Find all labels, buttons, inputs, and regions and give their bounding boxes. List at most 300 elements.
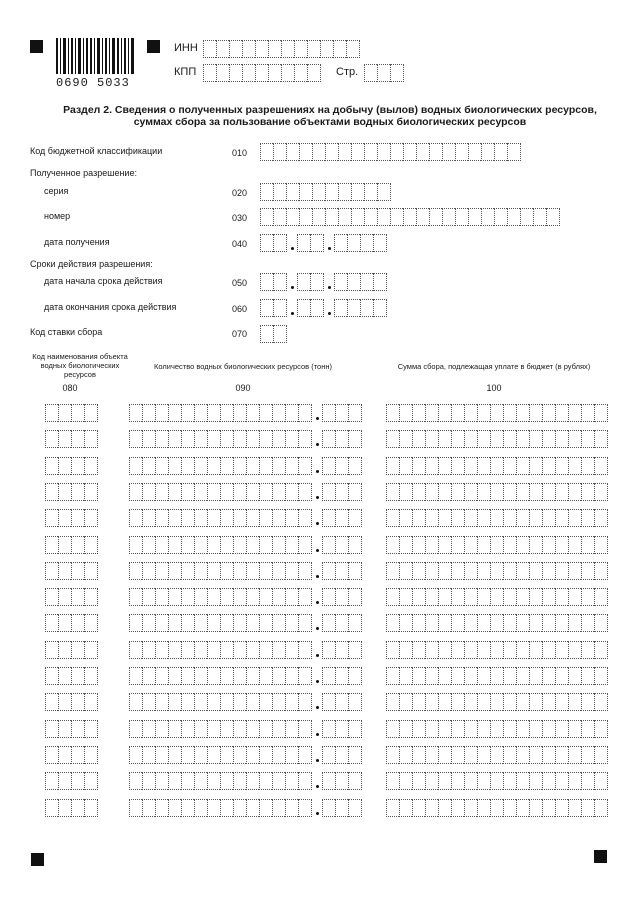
input-cell[interactable]: [272, 588, 285, 606]
input-cell[interactable]: [438, 483, 451, 501]
input-cell[interactable]: [438, 457, 451, 475]
input-cell[interactable]: [260, 299, 273, 317]
input-cell[interactable]: [348, 509, 362, 527]
input-cell[interactable]: [386, 614, 399, 632]
input-cell[interactable]: [555, 430, 568, 448]
input-cell[interactable]: [285, 720, 298, 738]
input-cell[interactable]: [399, 746, 412, 764]
object-code-field[interactable]: [45, 799, 98, 817]
input-cell[interactable]: [386, 430, 399, 448]
input-cell[interactable]: [581, 746, 594, 764]
input-cell[interactable]: [529, 799, 542, 817]
input-cell[interactable]: [416, 208, 429, 226]
input-cell[interactable]: [516, 509, 529, 527]
input-cell[interactable]: [542, 430, 555, 448]
input-cell[interactable]: [298, 746, 312, 764]
input-cell[interactable]: [335, 693, 348, 711]
input-cell[interactable]: [516, 641, 529, 659]
object-code-field[interactable]: [45, 509, 98, 527]
object-code-field[interactable]: [45, 483, 98, 501]
input-cell[interactable]: [555, 614, 568, 632]
input-cell[interactable]: [84, 614, 98, 632]
input-cell[interactable]: [464, 404, 477, 422]
input-cell[interactable]: [507, 208, 520, 226]
input-cell[interactable]: [322, 509, 335, 527]
input-cell[interactable]: [451, 746, 464, 764]
input-cell[interactable]: [129, 614, 142, 632]
input-cell[interactable]: [285, 799, 298, 817]
cell-group[interactable]: [334, 299, 387, 317]
input-cell[interactable]: [272, 457, 285, 475]
input-cell[interactable]: [347, 273, 360, 291]
input-cell[interactable]: [503, 404, 516, 422]
input-cell[interactable]: [45, 430, 58, 448]
input-cell[interactable]: [477, 562, 490, 580]
input-cell[interactable]: [129, 746, 142, 764]
amount-field[interactable]: [386, 799, 608, 817]
input-cell[interactable]: [516, 667, 529, 685]
input-cell[interactable]: [207, 588, 220, 606]
input-cell[interactable]: [386, 483, 399, 501]
input-cell[interactable]: [129, 509, 142, 527]
input-cell[interactable]: [425, 746, 438, 764]
input-cell[interactable]: [516, 404, 529, 422]
input-cell[interactable]: [490, 404, 503, 422]
input-cell[interactable]: [451, 720, 464, 738]
input-cell[interactable]: [348, 457, 362, 475]
input-cell[interactable]: [529, 746, 542, 764]
input-cell[interactable]: [312, 143, 325, 161]
input-cell[interactable]: [542, 614, 555, 632]
input-cell[interactable]: [181, 404, 194, 422]
input-cell[interactable]: [490, 746, 503, 764]
input-cell[interactable]: [325, 143, 338, 161]
object-code-field[interactable]: [45, 641, 98, 659]
input-cell[interactable]: [220, 457, 233, 475]
cell-group[interactable]: [129, 720, 312, 738]
input-cell[interactable]: [412, 588, 425, 606]
input-cell[interactable]: [58, 746, 71, 764]
input-cell[interactable]: [390, 64, 404, 82]
input-cell[interactable]: [529, 667, 542, 685]
quantity-field[interactable]: [129, 693, 362, 711]
input-cell[interactable]: [259, 614, 272, 632]
input-cell[interactable]: [399, 430, 412, 448]
input-cell[interactable]: [273, 183, 286, 201]
input-cell[interactable]: [581, 720, 594, 738]
input-cell[interactable]: [594, 799, 608, 817]
input-cell[interactable]: [322, 614, 335, 632]
input-cell[interactable]: [322, 641, 335, 659]
input-cell[interactable]: [220, 536, 233, 554]
input-cell[interactable]: [322, 746, 335, 764]
input-cell[interactable]: [246, 457, 259, 475]
input-cell[interactable]: [220, 799, 233, 817]
input-cell[interactable]: [529, 772, 542, 790]
input-cell[interactable]: [246, 667, 259, 685]
input-cell[interactable]: [503, 588, 516, 606]
object-code-field[interactable]: [45, 772, 98, 790]
input-cell[interactable]: [386, 667, 399, 685]
input-cell[interactable]: [286, 208, 299, 226]
input-cell[interactable]: [412, 693, 425, 711]
input-cell[interactable]: [348, 483, 362, 501]
input-cell[interactable]: [203, 40, 216, 58]
input-cell[interactable]: [259, 509, 272, 527]
input-cell[interactable]: [194, 588, 207, 606]
amount-field[interactable]: [386, 614, 608, 632]
input-cell[interactable]: [464, 720, 477, 738]
input-cell[interactable]: [298, 430, 312, 448]
input-cell[interactable]: [503, 641, 516, 659]
input-cell[interactable]: [542, 404, 555, 422]
input-cell[interactable]: [259, 641, 272, 659]
cell-group[interactable]: [322, 641, 362, 659]
input-cell[interactable]: [129, 799, 142, 817]
input-cell[interactable]: [285, 509, 298, 527]
input-cell[interactable]: [555, 667, 568, 685]
cell-group[interactable]: [334, 273, 387, 291]
input-cell[interactable]: [246, 614, 259, 632]
input-cell[interactable]: [71, 614, 84, 632]
input-cell[interactable]: [220, 641, 233, 659]
input-cell[interactable]: [259, 746, 272, 764]
input-cell[interactable]: [335, 720, 348, 738]
quantity-field[interactable]: [129, 536, 362, 554]
cell-group[interactable]: [129, 404, 312, 422]
input-cell[interactable]: [155, 536, 168, 554]
input-cell[interactable]: [399, 799, 412, 817]
input-cell[interactable]: [259, 404, 272, 422]
input-cell[interactable]: [481, 208, 494, 226]
cell-group[interactable]: [297, 234, 324, 252]
input-cell[interactable]: [142, 588, 155, 606]
input-cell[interactable]: [348, 799, 362, 817]
cell-group[interactable]: [129, 430, 312, 448]
input-cell[interactable]: [45, 641, 58, 659]
input-cell[interactable]: [207, 746, 220, 764]
input-cell[interactable]: [71, 562, 84, 580]
input-cell[interactable]: [373, 299, 387, 317]
input-cell[interactable]: [84, 799, 98, 817]
cell-group[interactable]: [260, 234, 287, 252]
input-cell[interactable]: [568, 720, 581, 738]
input-cell[interactable]: [168, 772, 181, 790]
input-cell[interactable]: [255, 64, 268, 82]
input-cell[interactable]: [298, 772, 312, 790]
input-cell[interactable]: [310, 299, 324, 317]
issue-date-field[interactable]: [260, 234, 387, 252]
input-cell[interactable]: [346, 40, 360, 58]
input-cell[interactable]: [438, 562, 451, 580]
input-cell[interactable]: [425, 404, 438, 422]
input-cell[interactable]: [399, 693, 412, 711]
input-cell[interactable]: [260, 183, 273, 201]
input-cell[interactable]: [594, 562, 608, 580]
input-cell[interactable]: [312, 183, 325, 201]
input-cell[interactable]: [429, 143, 442, 161]
input-cell[interactable]: [71, 772, 84, 790]
input-cell[interactable]: [386, 772, 399, 790]
input-cell[interactable]: [207, 483, 220, 501]
input-cell[interactable]: [207, 509, 220, 527]
input-cell[interactable]: [71, 720, 84, 738]
input-cell[interactable]: [233, 509, 246, 527]
cell-group[interactable]: [260, 273, 287, 291]
cell-group[interactable]: [297, 299, 324, 317]
input-cell[interactable]: [542, 536, 555, 554]
amount-field[interactable]: [386, 693, 608, 711]
input-cell[interactable]: [220, 509, 233, 527]
input-cell[interactable]: [335, 404, 348, 422]
input-cell[interactable]: [194, 746, 207, 764]
input-cell[interactable]: [129, 693, 142, 711]
cell-group[interactable]: [322, 746, 362, 764]
input-cell[interactable]: [233, 483, 246, 501]
input-cell[interactable]: [298, 536, 312, 554]
input-cell[interactable]: [399, 667, 412, 685]
input-cell[interactable]: [168, 404, 181, 422]
input-cell[interactable]: [45, 509, 58, 527]
input-cell[interactable]: [477, 746, 490, 764]
cell-group[interactable]: [129, 799, 312, 817]
input-cell[interactable]: [468, 208, 481, 226]
input-cell[interactable]: [84, 430, 98, 448]
input-cell[interactable]: [477, 457, 490, 475]
input-cell[interactable]: [298, 693, 312, 711]
input-cell[interactable]: [129, 720, 142, 738]
input-cell[interactable]: [490, 614, 503, 632]
input-cell[interactable]: [233, 430, 246, 448]
input-cell[interactable]: [168, 430, 181, 448]
quantity-field[interactable]: [129, 746, 362, 764]
input-cell[interactable]: [386, 588, 399, 606]
input-cell[interactable]: [246, 693, 259, 711]
input-cell[interactable]: [360, 234, 373, 252]
input-cell[interactable]: [490, 667, 503, 685]
input-cell[interactable]: [542, 457, 555, 475]
input-cell[interactable]: [581, 799, 594, 817]
input-cell[interactable]: [464, 588, 477, 606]
input-cell[interactable]: [529, 536, 542, 554]
input-cell[interactable]: [58, 562, 71, 580]
input-cell[interactable]: [334, 273, 347, 291]
input-cell[interactable]: [464, 746, 477, 764]
input-cell[interactable]: [594, 746, 608, 764]
input-cell[interactable]: [503, 614, 516, 632]
input-cell[interactable]: [438, 746, 451, 764]
input-cell[interactable]: [399, 457, 412, 475]
input-cell[interactable]: [142, 562, 155, 580]
cell-group[interactable]: [129, 667, 312, 685]
object-code-field[interactable]: [45, 457, 98, 475]
input-cell[interactable]: [568, 430, 581, 448]
input-cell[interactable]: [594, 614, 608, 632]
input-cell[interactable]: [142, 404, 155, 422]
input-cell[interactable]: [272, 614, 285, 632]
input-cell[interactable]: [533, 208, 546, 226]
input-cell[interactable]: [464, 536, 477, 554]
input-cell[interactable]: [568, 483, 581, 501]
page-number-field[interactable]: [364, 64, 404, 82]
cell-group[interactable]: [129, 509, 312, 527]
amount-field[interactable]: [386, 536, 608, 554]
input-cell[interactable]: [581, 509, 594, 527]
input-cell[interactable]: [403, 208, 416, 226]
input-cell[interactable]: [464, 693, 477, 711]
input-cell[interactable]: [297, 273, 310, 291]
input-cell[interactable]: [207, 720, 220, 738]
input-cell[interactable]: [568, 509, 581, 527]
input-cell[interactable]: [84, 746, 98, 764]
input-cell[interactable]: [155, 430, 168, 448]
input-cell[interactable]: [451, 536, 464, 554]
input-cell[interactable]: [181, 799, 194, 817]
amount-field[interactable]: [386, 457, 608, 475]
input-cell[interactable]: [503, 746, 516, 764]
input-cell[interactable]: [503, 693, 516, 711]
input-cell[interactable]: [71, 588, 84, 606]
input-cell[interactable]: [425, 562, 438, 580]
cell-group[interactable]: [322, 799, 362, 817]
input-cell[interactable]: [529, 483, 542, 501]
input-cell[interactable]: [155, 772, 168, 790]
input-cell[interactable]: [58, 720, 71, 738]
input-cell[interactable]: [84, 720, 98, 738]
input-cell[interactable]: [168, 536, 181, 554]
input-cell[interactable]: [246, 588, 259, 606]
input-cell[interactable]: [403, 143, 416, 161]
input-cell[interactable]: [129, 772, 142, 790]
input-cell[interactable]: [438, 799, 451, 817]
object-code-field[interactable]: [45, 667, 98, 685]
input-cell[interactable]: [273, 325, 287, 343]
input-cell[interactable]: [45, 614, 58, 632]
input-cell[interactable]: [168, 693, 181, 711]
input-cell[interactable]: [285, 641, 298, 659]
object-code-field[interactable]: [45, 720, 98, 738]
input-cell[interactable]: [594, 720, 608, 738]
input-cell[interactable]: [181, 614, 194, 632]
input-cell[interactable]: [490, 509, 503, 527]
input-cell[interactable]: [503, 509, 516, 527]
input-cell[interactable]: [399, 562, 412, 580]
input-cell[interactable]: [338, 183, 351, 201]
input-cell[interactable]: [168, 641, 181, 659]
input-cell[interactable]: [477, 430, 490, 448]
input-cell[interactable]: [335, 772, 348, 790]
input-cell[interactable]: [360, 273, 373, 291]
input-cell[interactable]: [529, 562, 542, 580]
input-cell[interactable]: [285, 457, 298, 475]
input-cell[interactable]: [412, 457, 425, 475]
input-cell[interactable]: [555, 799, 568, 817]
input-cell[interactable]: [377, 143, 390, 161]
input-cell[interactable]: [438, 536, 451, 554]
input-cell[interactable]: [516, 772, 529, 790]
input-cell[interactable]: [490, 720, 503, 738]
input-cell[interactable]: [246, 772, 259, 790]
cell-group[interactable]: [129, 457, 312, 475]
input-cell[interactable]: [335, 588, 348, 606]
input-cell[interactable]: [58, 509, 71, 527]
input-cell[interactable]: [142, 483, 155, 501]
input-cell[interactable]: [194, 641, 207, 659]
input-cell[interactable]: [451, 404, 464, 422]
input-cell[interactable]: [399, 720, 412, 738]
input-cell[interactable]: [273, 143, 286, 161]
input-cell[interactable]: [155, 509, 168, 527]
amount-field[interactable]: [386, 588, 608, 606]
input-cell[interactable]: [220, 772, 233, 790]
input-cell[interactable]: [45, 562, 58, 580]
input-cell[interactable]: [322, 667, 335, 685]
input-cell[interactable]: [259, 562, 272, 580]
input-cell[interactable]: [412, 562, 425, 580]
input-cell[interactable]: [335, 614, 348, 632]
input-cell[interactable]: [259, 457, 272, 475]
input-cell[interactable]: [348, 720, 362, 738]
input-cell[interactable]: [477, 404, 490, 422]
input-cell[interactable]: [168, 457, 181, 475]
input-cell[interactable]: [390, 208, 403, 226]
input-cell[interactable]: [348, 746, 362, 764]
amount-field[interactable]: [386, 430, 608, 448]
input-cell[interactable]: [285, 614, 298, 632]
input-cell[interactable]: [129, 641, 142, 659]
input-cell[interactable]: [581, 588, 594, 606]
input-cell[interactable]: [142, 457, 155, 475]
input-cell[interactable]: [45, 746, 58, 764]
input-cell[interactable]: [298, 457, 312, 475]
object-code-field[interactable]: [45, 693, 98, 711]
input-cell[interactable]: [298, 509, 312, 527]
input-cell[interactable]: [438, 667, 451, 685]
input-cell[interactable]: [594, 667, 608, 685]
input-cell[interactable]: [325, 208, 338, 226]
input-cell[interactable]: [310, 273, 324, 291]
amount-field[interactable]: [386, 562, 608, 580]
input-cell[interactable]: [233, 772, 246, 790]
input-cell[interactable]: [503, 536, 516, 554]
input-cell[interactable]: [516, 430, 529, 448]
input-cell[interactable]: [142, 641, 155, 659]
input-cell[interactable]: [220, 720, 233, 738]
input-cell[interactable]: [71, 693, 84, 711]
input-cell[interactable]: [412, 509, 425, 527]
input-cell[interactable]: [412, 430, 425, 448]
object-code-field[interactable]: [45, 588, 98, 606]
input-cell[interactable]: [334, 299, 347, 317]
input-cell[interactable]: [386, 720, 399, 738]
quantity-field[interactable]: [129, 404, 362, 422]
cell-group[interactable]: [322, 430, 362, 448]
input-cell[interactable]: [386, 693, 399, 711]
input-cell[interactable]: [220, 588, 233, 606]
input-cell[interactable]: [477, 720, 490, 738]
input-cell[interactable]: [399, 509, 412, 527]
input-cell[interactable]: [594, 641, 608, 659]
input-cell[interactable]: [581, 457, 594, 475]
input-cell[interactable]: [194, 693, 207, 711]
input-cell[interactable]: [412, 536, 425, 554]
input-cell[interactable]: [129, 588, 142, 606]
input-cell[interactable]: [298, 720, 312, 738]
input-cell[interactable]: [335, 509, 348, 527]
input-cell[interactable]: [335, 562, 348, 580]
input-cell[interactable]: [233, 536, 246, 554]
input-cell[interactable]: [490, 641, 503, 659]
